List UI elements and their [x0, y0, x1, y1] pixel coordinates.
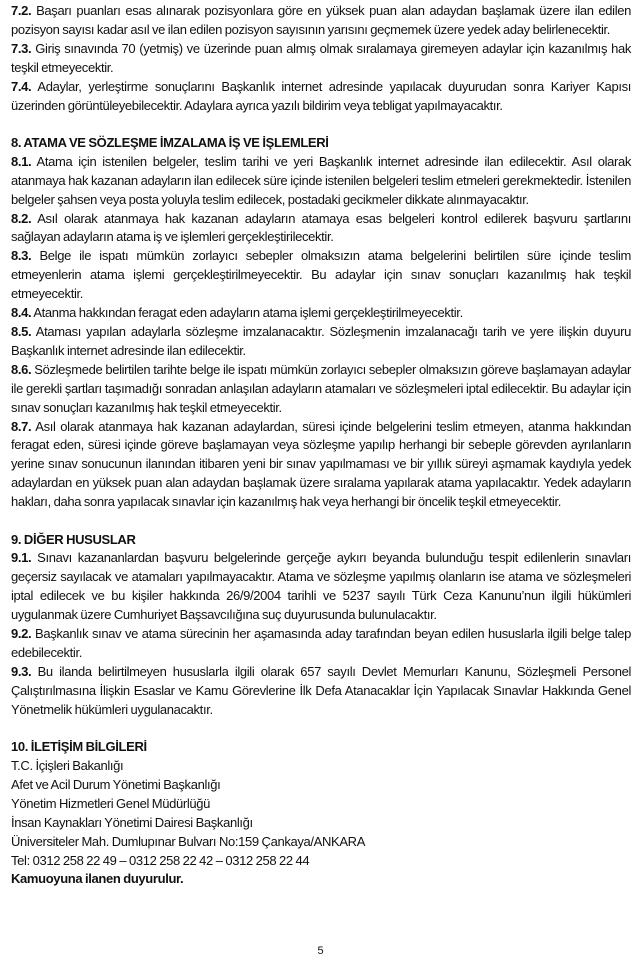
clause-text: Giriş sınavında 70 (yetmiş) ve üzerinde puan almış olmak sıralamaya giremeyen adaylar için kazanılmış hak teşkil etmeyecektir. [11, 40, 631, 75]
clause-number: 8.5. [11, 324, 32, 339]
clause-7-4 [11, 78, 631, 116]
clause-8-3 [11, 247, 631, 304]
contact-department: İnsan Kaynakları Yönetimi Dairesi Başkanlığı [11, 814, 253, 830]
clause-text: Başkanlık sınav ve atama sürecinin her aşamasında aday tarafından beyan edilen hususlarla ilgili belge talep edebilecektir. [11, 626, 631, 660]
clause-9-1 [11, 549, 631, 625]
clause-number: 8.6. [11, 361, 32, 377]
contact-ministry: T.C. İçişleri Bakanlığı [11, 758, 124, 774]
closing-statement: Kamuoyuna ilanen duyurulur. [11, 871, 184, 887]
clause-number: 8.2. [11, 210, 32, 226]
clause-number: 7.4. [11, 78, 32, 94]
contact-directorate: Yönetim Hizmetleri Genel Müdürlüğü [11, 795, 211, 811]
contact-phone: Tel: 0312 258 22 49 – 0312 258 22 42 – 0312 258 22 44 [11, 852, 310, 868]
clause-text: Sözleşmede belirtilen tarihte belge ile ispatı mümkün zorlayıcı sebepler olmaksızın göreve başlamayan adaylar ile gerekli şartları taşımadığı sonradan anlaşılan adayların atamaları ve sözleşmeleri iptal edilecektir. Bu adaylar için sınav sonuçları kazanılmış hak teşkil etmeyecektir. [11, 361, 631, 415]
section-9 [11, 531, 631, 720]
section-heading: 8. ATAMA VE SÖZLEŞME İMZALAMA İŞ VE İŞLEMLERİ [11, 134, 329, 150]
clause-number: 7.2. [11, 3, 32, 18]
clause-9-3 [11, 663, 631, 720]
clause-text: Asıl olarak atanmaya hak kazanan adayların atamaya esas belgeleri kontrol edilerek başvuru şartlarını sağlayan adayların atama iş ve işlemleri gerçekleştirilecektir. [11, 210, 631, 245]
clause-text: Başarı puanları esas alınarak pozisyonlara göre en yüksek puan alan adaydan başlamak üzere ilan edilen pozisyon sayısı kadar asıl ve ilan edilen pozisyon sayısının yarısını geçmemek üzere yedek aday belirlenecektir. [11, 3, 631, 37]
clause-number: 7.3. [11, 40, 32, 56]
section-heading: 9. DİĞER HUSUSLAR [11, 531, 136, 547]
clause-text: Belge ile ispatı mümkün zorlayıcı sebepler olmaksızın atama belgelerini belirtilen süre içinde teslim etmeyenlerin atama işlemi gerçekleştirilmeyecektir. Bu adaylar için sınav sonuçları kazanılmış hak teşkil etmeyecektir. [11, 248, 631, 302]
clause-7-2 [11, 2, 631, 40]
clause-number: 9.1. [11, 550, 32, 566]
section-8 [11, 134, 631, 512]
clause-number: 8.4. [11, 305, 32, 321]
clause-number: 9.3. [11, 663, 32, 679]
clause-number: 8.1. [11, 153, 32, 169]
clause-text: Ataması yapılan adaylarla sözleşme imzalanacaktır. Sözleşmenin imzalanacağı tarih ve yere ilişkin duyuru Başkanlık internet adresinde ilan edilecektir. [11, 324, 631, 358]
section-heading: 10. İLETİŞİM BİLGİLERİ [11, 739, 147, 755]
clause-8-4 [11, 304, 631, 323]
clause-7-3 [11, 40, 631, 78]
clause-text: Sınavı kazananlardan başvuru belgelerinde gerçeğe aykırı beyanda bulunduğu tespit edilenlerin sınavları geçersiz sayılacak ve atamaları yapılmayacaktır. Atama ve sözleşme yapılmış olanların ise atama ve sözleşmeleri iptal edilecek ve bu kişiler hakkında 26/9/2004 tarihli ve 5237 sayılı Türk Ceza Kanunu’nun ilgili hükümleri uygulanmak üzere Cumhuriyet Başsavcılığına suç duyurusunda bulunulacaktır. [11, 550, 631, 623]
clause-8-1 [11, 153, 631, 210]
clause-number: 8.3. [11, 248, 32, 264]
clause-text: Bu ilanda belirtilmeyen hususlarla ilgili olarak 657 sayılı Devlet Memurları Kanunu, Sözleşmeli Personel Çalıştırılmasına İlişkin Esaslar ve Kamu Görevlerine İlk Defa Atanacaklar İçin Yapılacak Sınavlar Hakkında Genel Yönetmelik hükümleri uygulanacaktır. [11, 663, 631, 717]
clause-text: Asıl olarak atanmaya hak kazanan adaylardan, süresi içinde belgelerini teslim etmeyen, atanma hakkından feragat eden, süresi içinde göreve başlamayan veya sözleşme yapılıp herhangi bir sebeple görevden ayrılanların yerine sınav sonucunun ilanından itibaren yeni bir sınav yapılmaması ve bir yıllık süreyi aşmamak kaydıyla yedek adaylardan en yüksek puan alan adaydan başlamak üzere sıralama yapılarak atama yapılacaktır. Yedek adayların hakları, daha sonra yapılacak sınavlar için kazanılmış hak veya herhangi bir öncelik teşkil etmeyecektir. [11, 418, 631, 510]
clause-number: 9.2. [11, 626, 32, 642]
clause-8-5 [11, 323, 631, 361]
section-7 [11, 2, 631, 115]
clause-9-2 [11, 625, 631, 663]
clause-text: Adaylar, yerleştirme sonuçlarını Başkanlık internet adresinde yapılacak duyurudan sonra Kariyer Kapısı üzerinden görüntüleyebilecektir. Adaylara ayrıca yazılı bildirim veya tebligat yapılmayacaktır. [11, 78, 631, 113]
contact-address: Üniversiteler Mah. Dumlupınar Bulvarı No:159 Çankaya/ANKARA [11, 833, 366, 849]
contact-presidency: Afet ve Acil Durum Yönetimi Başkanlığı [11, 776, 221, 792]
clause-number: 8.7. [11, 418, 32, 434]
document-page [11, 2, 631, 889]
clause-text: Atanma hakkından feragat eden adayların atama işlemi gerçekleştirilmeyecektir. [31, 305, 463, 321]
clause-8-6 [11, 361, 631, 418]
section-10-contact [11, 738, 631, 889]
clause-8-2 [11, 210, 631, 248]
clause-8-7 [11, 418, 631, 513]
page-number: 5 [317, 945, 324, 957]
clause-text: Atama için istenilen belgeler, teslim tarihi ve yeri Başkanlık internet adresinde ilan edilecektir. Asıl olarak atanmaya hak kazanan adayların ilan edilecek süre içinde istenilen belgeleri teslim etmeleri gerekmektedir. İstenilen belgeler şahsen veya posta yoluyla teslim edilecek, postadaki gecikmeler dikkate alınmayacaktır. [11, 153, 631, 207]
